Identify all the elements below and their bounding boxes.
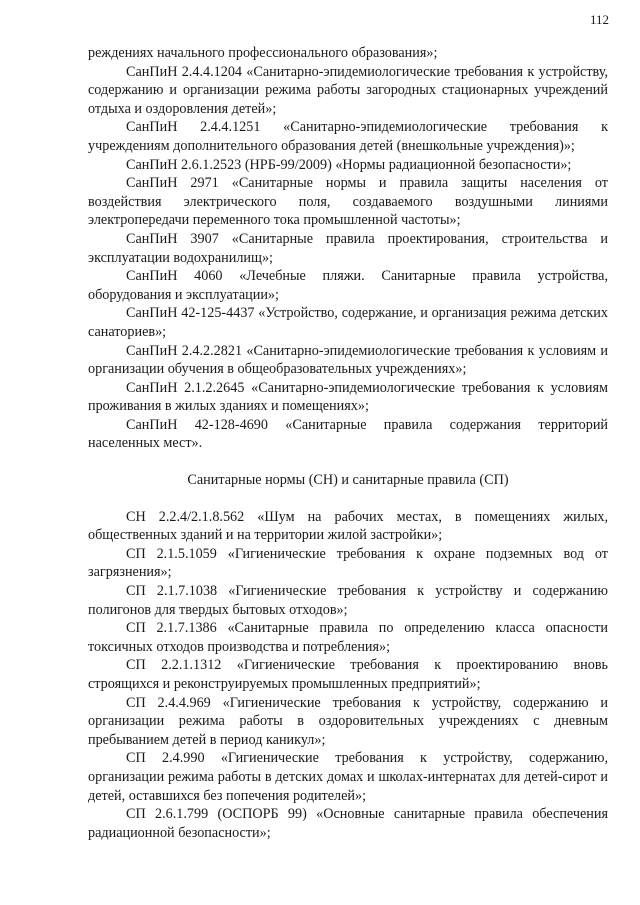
paragraph: СанПиН 2.4.2.2821 «Санитарно-эпидемиологические требования к условиям и организации обучения в общеобразовательных учреждениях»; xyxy=(88,342,608,378)
paragraph: СанПиН 2.4.4.1204 «Санитарно-эпидемиологические требования к устройству, содержанию и организации режима работы загородных стационарных учреждений отдыха и оздоровления детей»; xyxy=(88,63,608,117)
paragraph: СП 2.6.1.799 (ОСПОРБ 99) «Основные санитарные правила обеспечения радиационной безопасности»; xyxy=(88,806,608,841)
paragraph: СП 2.2.1.1312 «Гигиенические требования к проектированию вновь строящихся и реконструируемых промышленных предприятий»; xyxy=(88,657,608,692)
document-body xyxy=(88,44,608,842)
paragraph: СанПиН 3907 «Санитарные правила проектирования, строительства и эксплуатации водохранилищ»; xyxy=(88,230,608,266)
paragraph: СанПиН 42-128-4690 «Санитарные правила содержания территорий населенных мест». xyxy=(88,416,608,452)
paragraph: СанПиН 2.1.2.2645 «Санитарно-эпидемиологические требования к условиям проживания в жилых зданиях и помещениях»; xyxy=(88,379,608,415)
paragraph: СанПиН 2971 «Санитарные нормы и правила защиты населения от воздействия электрического поля, создаваемого воздушными линиями электропередачи переменного тока промышленной частоты»; xyxy=(88,175,608,229)
paragraph: СП 2.4.990 «Гигиенические требования к устройству, содержанию, организации режима работы в детских домах и школах-интернатах для детей-сирот и детей, оставшихся без попечения родителей»; xyxy=(88,750,608,804)
paragraph: СП 2.1.7.1386 «Санитарные правила по определению класса опасности токсичных отходов производства и потребления»; xyxy=(88,620,608,655)
paragraph: СП 2.1.5.1059 «Гигиенические требования к охране подземных вод от загрязнения»; xyxy=(88,545,608,581)
paragraph: СанПиН 2.4.4.1251 «Санитарно-эпидемиологические требования к учреждениям дополнительного образования детей (внешкольные учреждения)»; xyxy=(88,119,608,154)
paragraph: СанПиН 42-125-4437 «Устройство, содержание, и организация режима детских санаториев»; xyxy=(88,305,608,340)
page-number: 112 xyxy=(589,12,609,27)
section-heading: Санитарные нормы (СН) и санитарные правила (СП) xyxy=(187,472,509,489)
paragraph: СН 2.2.4/2.1.8.562 «Шум на рабочих местах, в помещениях жилых, общественных зданий и на территории жилой застройки»; xyxy=(88,508,608,544)
paragraph-continuation: реждениях начального профессионального образования»; xyxy=(88,45,438,61)
paragraph: СП 2.1.7.1038 «Гигиенические требования к устройству и содержанию полигонов для твердых бытовых отходов»; xyxy=(88,583,608,618)
paragraph: СП 2.4.4.969 «Гигиенические требования к устройству, содержанию и организации режима работы в оздоровительных учреждениях с дневным пребыванием детей в период каникул»; xyxy=(88,694,608,748)
paragraph: СанПиН 2.6.1.2523 (НРБ-99/2009) «Нормы радиационной безопасности»; xyxy=(126,156,572,173)
paragraph: СанПиН 4060 «Лечебные пляжи. Санитарные правила устройства, оборудования и эксплуатации»; xyxy=(88,268,608,303)
